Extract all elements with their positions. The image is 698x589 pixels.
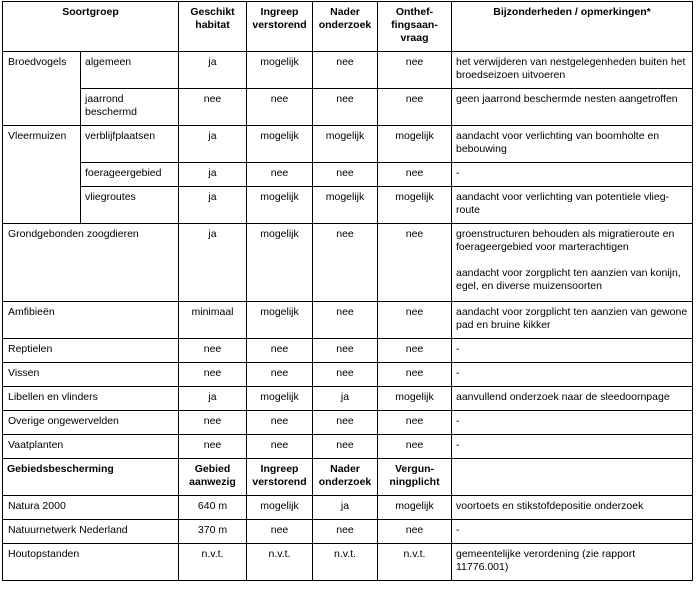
exemption-value: mogelijk (378, 387, 452, 411)
header-empty (452, 459, 693, 496)
table-row (3, 224, 693, 302)
group-grondgebonden: Grondgebonden zoogdieren (3, 224, 179, 302)
remark: aanvullend onderzoek naar de sleedoornpage (452, 387, 693, 411)
present-value: 370 m (179, 520, 247, 544)
group-vleermuizen: Vleermuizen (3, 126, 81, 224)
research-value: nee (313, 339, 378, 363)
research-value: nee (313, 89, 378, 126)
sub-label: verblijfplaatsen (81, 126, 179, 163)
permit-value: mogelijk (378, 496, 452, 520)
header-habitat: Geschikt habitat (179, 2, 247, 52)
group-reptielen: Reptielen (3, 339, 179, 363)
group-vaatplanten: Vaatplanten (3, 435, 179, 459)
table-row (3, 435, 693, 459)
sub-label: jaarrond beschermd (81, 89, 179, 126)
header-research: Nader onderzoek (313, 2, 378, 52)
exemption-value: nee (378, 89, 452, 126)
habitat-value: nee (179, 363, 247, 387)
impact-value: mogelijk (247, 224, 313, 302)
exemption-value: nee (378, 52, 452, 89)
exemption-value: nee (378, 302, 452, 339)
impact-value: mogelijk (247, 126, 313, 163)
sub-label: foerageergebied (81, 163, 179, 187)
research-value: nee (313, 224, 378, 302)
permit-value: nee (378, 520, 452, 544)
species-assessment-table (2, 1, 693, 581)
impact-value: nee (247, 411, 313, 435)
remark: - (452, 435, 693, 459)
header-exemption: Onthef-fingsaan-vraag (378, 2, 452, 52)
habitat-value: ja (179, 163, 247, 187)
research-value: nee (313, 163, 378, 187)
table-row (3, 363, 693, 387)
research-value: mogelijk (313, 187, 378, 224)
table-row (3, 163, 693, 187)
habitat-value: nee (179, 411, 247, 435)
remark (452, 224, 693, 302)
header-group: Soortgroep (3, 2, 179, 52)
habitat-value: ja (179, 387, 247, 411)
exemption-value: mogelijk (378, 126, 452, 163)
table-row (3, 496, 693, 520)
header-area-group: Gebiedsbescherming (3, 459, 179, 496)
research-value: nee (313, 411, 378, 435)
impact-value: mogelijk (247, 302, 313, 339)
impact-value: nee (247, 363, 313, 387)
present-value: 640 m (179, 496, 247, 520)
research-value: nee (313, 302, 378, 339)
remark: - (452, 411, 693, 435)
table-row (3, 387, 693, 411)
habitat-value: ja (179, 52, 247, 89)
exemption-value: mogelijk (378, 187, 452, 224)
area-natura: Natura 2000 (3, 496, 179, 520)
table-row (3, 520, 693, 544)
table-row (3, 544, 693, 581)
remark: - (452, 363, 693, 387)
exemption-value: nee (378, 363, 452, 387)
group-overige: Overige ongewervelden (3, 411, 179, 435)
remark: - (452, 520, 693, 544)
remark: geen jaarrond beschermde nesten aangetroffen (452, 89, 693, 126)
impact-value: nee (247, 163, 313, 187)
research-value: ja (313, 387, 378, 411)
impact-value: n.v.t. (247, 544, 313, 581)
habitat-value: ja (179, 187, 247, 224)
habitat-value: nee (179, 435, 247, 459)
impact-value: mogelijk (247, 496, 313, 520)
header-permit: Vergun-ningplicht (378, 459, 452, 496)
header-impact: Ingreep verstorend (247, 2, 313, 52)
exemption-value: nee (378, 163, 452, 187)
remark: - (452, 163, 693, 187)
area-nnn: Natuurnetwerk Nederland (3, 520, 179, 544)
habitat-value: minimaal (179, 302, 247, 339)
remark: aandacht voor zorgplicht ten aanzien van gewone pad en bruine kikker (452, 302, 693, 339)
sub-label: vliegroutes (81, 187, 179, 224)
sub-label: algemeen (81, 52, 179, 89)
area-hout: Houtopstanden (3, 544, 179, 581)
group-vissen: Vissen (3, 363, 179, 387)
group-libellen: Libellen en vlinders (3, 387, 179, 411)
habitat-value: nee (179, 89, 247, 126)
research-value: nee (313, 520, 378, 544)
present-value: n.v.t. (179, 544, 247, 581)
permit-value: n.v.t. (378, 544, 452, 581)
remark: gemeentelijke verordening (zie rapport 11776.001) (452, 544, 693, 581)
remark-line: aandacht voor zorgplicht ten aanzien van konijn, egel, en diverse muizensoorten (456, 267, 681, 292)
impact-value: mogelijk (247, 387, 313, 411)
research-value: nee (313, 363, 378, 387)
impact-value: nee (247, 89, 313, 126)
table-row (3, 89, 693, 126)
exemption-value: nee (378, 224, 452, 302)
research-value: ja (313, 496, 378, 520)
habitat-value: ja (179, 224, 247, 302)
impact-value: nee (247, 520, 313, 544)
table-row (3, 411, 693, 435)
group-amfibieen: Amfibieën (3, 302, 179, 339)
impact-value: mogelijk (247, 187, 313, 224)
table-row (3, 187, 693, 224)
table-row (3, 126, 693, 163)
remark-line: groenstructuren behouden als migratieroute en foerageergebied voor marterachtigen (456, 228, 675, 253)
header-row (3, 2, 693, 52)
remark: - (452, 339, 693, 363)
exemption-value: nee (378, 411, 452, 435)
research-value: nee (313, 52, 378, 89)
header-research: Nader onderzoek (313, 459, 378, 496)
remark: aandacht voor verlichting van boomholte en bebouwing (452, 126, 693, 163)
exemption-value: nee (378, 435, 452, 459)
exemption-value: nee (378, 339, 452, 363)
research-value: n.v.t. (313, 544, 378, 581)
table-row (3, 302, 693, 339)
impact-value: nee (247, 339, 313, 363)
remark: het verwijderen van nestgelegenheden buiten het broedseizoen uitvoeren (452, 52, 693, 89)
remark: voortoets en stikstofdepositie onderzoek (452, 496, 693, 520)
research-value: nee (313, 435, 378, 459)
table-row (3, 52, 693, 89)
impact-value: mogelijk (247, 52, 313, 89)
group-broedvogels: Broedvogels (3, 52, 81, 126)
remark: aandacht voor verlichting van potentiele vlieg-route (452, 187, 693, 224)
research-value: mogelijk (313, 126, 378, 163)
header-impact: Ingreep verstorend (247, 459, 313, 496)
impact-value: nee (247, 435, 313, 459)
header-remarks: Bijzonderheden / opmerkingen* (452, 2, 693, 52)
habitat-value: nee (179, 339, 247, 363)
header-present: Gebied aanwezig (179, 459, 247, 496)
area-header-row (3, 459, 693, 496)
habitat-value: ja (179, 126, 247, 163)
table-row (3, 339, 693, 363)
